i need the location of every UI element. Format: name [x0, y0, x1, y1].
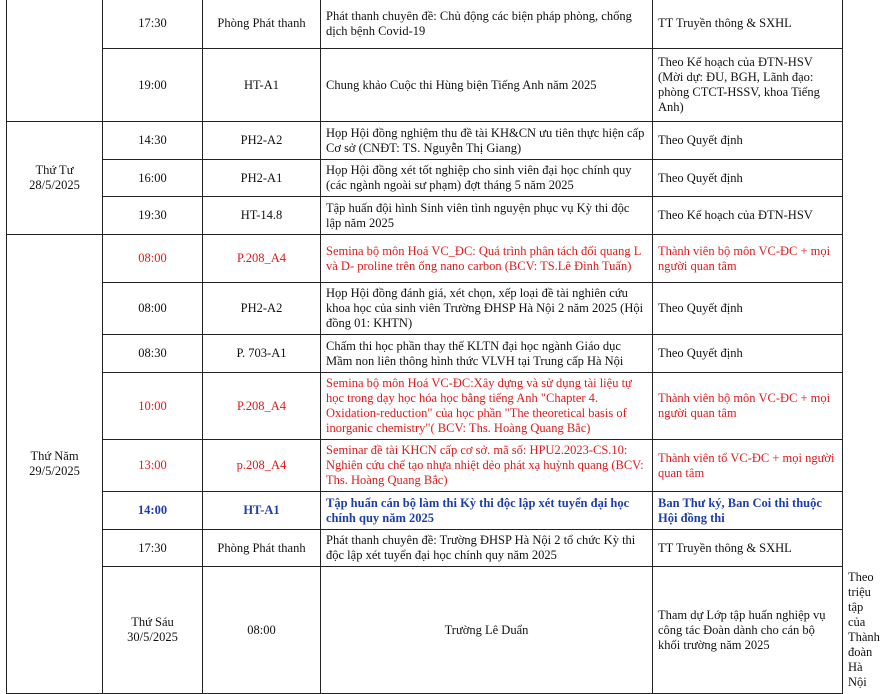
place-cell: HT-A1	[203, 49, 321, 122]
content-cell: Tập huấn cán bộ làm thi Kỳ thi độc lập xét tuyển đại học chính quy năm 2025	[321, 492, 653, 530]
time-cell: 14:00	[103, 492, 203, 530]
place-cell: Phòng Phát thanh	[203, 0, 321, 49]
place-cell: PH2-A1	[203, 160, 321, 197]
place-cell: P.208_A4	[203, 235, 321, 283]
participants-cell: TT Truyền thông & SXHL	[653, 0, 843, 49]
place-cell: P.208_A4	[203, 373, 321, 440]
participants-cell: TT Truyền thông & SXHL	[653, 530, 843, 567]
table-row	[7, 160, 843, 197]
day-name: Thứ Sáu	[131, 615, 174, 629]
participants-cell: Theo Kế hoạch của ĐTN-HSV (Mời dự: ĐU, BGH, Lãnh đạo: phòng CTCT-HSSV, khoa Tiếng Anh)	[653, 49, 843, 122]
content-cell: Chấm thi học phần thay thế KLTN đại học ngành Giáo dục Mầm non liên thông hình thức VLVH tại Trung cấp Hà Nội	[321, 335, 653, 373]
table-row	[7, 530, 843, 567]
time-cell: 16:00	[103, 160, 203, 197]
place-cell: Phòng Phát thanh	[203, 530, 321, 567]
table-row	[7, 235, 843, 283]
table-row	[7, 440, 843, 492]
day-cell-thursday	[7, 235, 103, 694]
participants-cell: Ban Thư ký, Ban Coi thi thuộc Hội đồng thi	[653, 492, 843, 530]
content-cell: Tập huấn đội hình Sinh viên tình nguyện phục vụ Kỳ thi độc lập năm 2025	[321, 197, 653, 235]
day-date: 30/5/2025	[127, 630, 178, 644]
participants-cell: Theo Quyết định	[653, 283, 843, 335]
time-cell: 13:00	[103, 440, 203, 492]
table-row: Thứ Sáu 30/5/2025 08:00 Trường Lê Duẩn Tham dự Lớp tập huấn nghiệp vụ công tác Đoàn dành cho cán bộ khối trường năm 2025 Theo triệu tập của Thành đoàn Hà Nội	[7, 567, 843, 694]
table-row	[7, 492, 843, 530]
participants-cell: Theo Quyết định	[653, 122, 843, 160]
time-cell: 14:30	[103, 122, 203, 160]
day-date: 28/5/2025	[29, 178, 80, 192]
table-row	[7, 0, 843, 49]
participants-cell: Theo Quyết định	[653, 335, 843, 373]
content-cell: Họp Hội đồng nghiệm thu đề tài KH&CN ưu tiên thực hiện cấp Cơ sở (CNĐT: TS. Nguyễn Thị Giang)	[321, 122, 653, 160]
place-cell: HT-A1	[203, 492, 321, 530]
content-cell: Phát thanh chuyên đề: Chủ động các biện pháp phòng, chống dịch bệnh Covid-19	[321, 0, 653, 49]
participants-cell: Thành viên tổ VC-ĐC + mọi người quan tâm	[653, 440, 843, 492]
participants-cell: Theo Kế hoạch của ĐTN-HSV	[653, 197, 843, 235]
time-cell: 19:00	[103, 49, 203, 122]
place-cell: p.208_A4	[203, 440, 321, 492]
time-cell: 08:30	[103, 335, 203, 373]
table-row	[7, 122, 843, 160]
time-cell: 17:30	[103, 530, 203, 567]
participants-cell: Thành viên bộ môn VC-ĐC + mọi người quan tâm	[653, 235, 843, 283]
table-row	[7, 283, 843, 335]
place-cell: PH2-A2	[203, 122, 321, 160]
place-cell: HT-14.8	[203, 197, 321, 235]
time-cell: 10:00	[103, 373, 203, 440]
time-cell: 08:00	[103, 283, 203, 335]
place-cell: P. 703-A1	[203, 335, 321, 373]
content-cell: Semina bộ môn Hoá VC-ĐC:Xây dựng và sử dụng tài liệu tự học trong dạy học hóa học bằng tiếng Anh "Chapter 4. Oxidation-reduction" của học phần "The theoretical basis of inorganic chemistry"( BCV: Ths. Hoàng Quang Bắc)	[321, 373, 653, 440]
day-cell-friday	[103, 567, 203, 694]
content-cell: Phát thanh chuyên đề: Trường ĐHSP Hà Nội 2 tổ chức Kỳ thi độc lập xét tuyển đại học chính quy năm 2025	[321, 530, 653, 567]
participants-cell: Thành viên bộ môn VC-ĐC + mọi người quan tâm	[653, 373, 843, 440]
table-row	[7, 335, 843, 373]
time-cell: 08:00	[203, 567, 321, 694]
table-row	[7, 49, 843, 122]
content-cell: Chung khảo Cuộc thi Hùng biện Tiếng Anh năm 2025	[321, 49, 653, 122]
time-cell: 19:30	[103, 197, 203, 235]
day-name: Thứ Năm	[30, 449, 79, 463]
content-cell: Họp Hội đồng xét tốt nghiệp cho sinh viên đại học chính quy (các ngành ngoài sư phạm) đợt tháng 5 năm 2025	[321, 160, 653, 197]
content-cell: Seminar đề tài KHCN cấp cơ sở. mã số: HPU2.2023-CS.10: Nghiên cứu chế tạo nhựa nhiệt dẻo phát xạ huỳnh quang (BCV: Ths. Hoàng Quang Bắc)	[321, 440, 653, 492]
day-cell-wednesday	[7, 122, 103, 235]
day-name: Thứ Tư	[35, 163, 74, 177]
content-cell: Tham dự Lớp tập huấn nghiệp vụ công tác Đoàn dành cho cán bộ khối trường năm 2025	[653, 567, 843, 694]
time-cell: 08:00	[103, 235, 203, 283]
place-cell: Trường Lê Duẩn	[321, 567, 653, 694]
table-row	[7, 373, 843, 440]
content-cell: Semina bộ môn Hoá VC_ĐC: Quá trình phân tách đối quang L và D- proline trên ống nano carbon (BCV: TS.Lê Đình Tuấn)	[321, 235, 653, 283]
table-row	[7, 197, 843, 235]
day-cell-prev	[7, 0, 103, 122]
participants-cell: Theo Quyết định	[653, 160, 843, 197]
schedule-table	[6, 0, 880, 694]
day-date: 29/5/2025	[29, 464, 80, 478]
content-cell: Họp Hội đồng đánh giá, xét chọn, xếp loại đề tài nghiên cứu khoa học của sinh viên Trường ĐHSP Hà Nội 2 năm 2025 (Hội đồng 01: KHTN)	[321, 283, 653, 335]
time-cell: 17:30	[103, 0, 203, 49]
place-cell: PH2-A2	[203, 283, 321, 335]
